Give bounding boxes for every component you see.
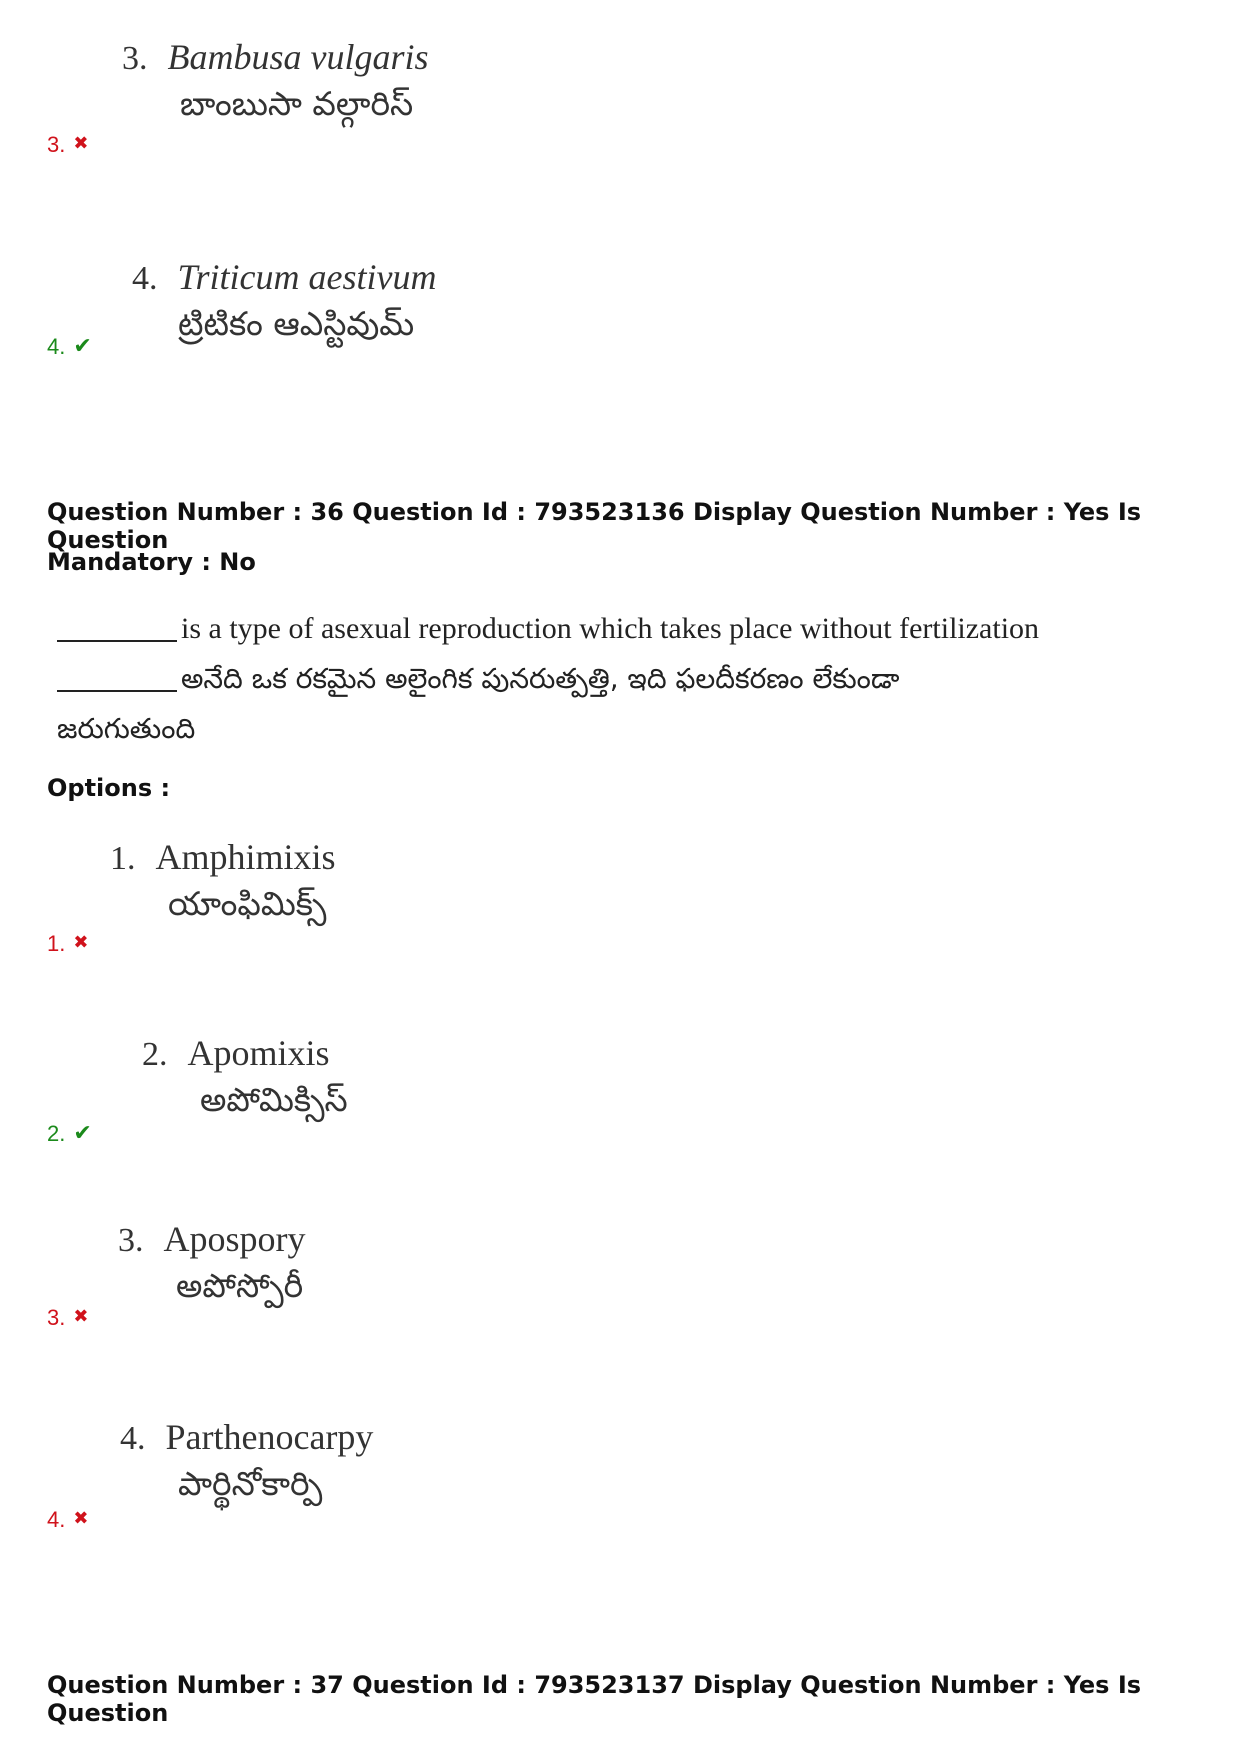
answer-blank bbox=[57, 668, 177, 692]
option-english: Amphimixis bbox=[155, 837, 336, 877]
option-english: Parthenocarpy bbox=[165, 1417, 374, 1457]
option-telugu: అపోమిక్సిస్ bbox=[200, 1080, 348, 1119]
q36-option-2-marker bbox=[47, 1120, 92, 1147]
option-english: Triticum aestivum bbox=[177, 257, 437, 297]
q36-option-4-marker bbox=[47, 1507, 88, 1533]
q36-option-3-image bbox=[118, 1218, 306, 1313]
cross-icon: ✖ bbox=[73, 932, 89, 952]
question-english-text: is a type of asexual reproduction which takes place without fertilization bbox=[181, 612, 1040, 645]
prev-option-3-marker bbox=[47, 132, 88, 158]
marker-number: 4. bbox=[47, 334, 66, 359]
option-number: 3. bbox=[118, 1222, 144, 1259]
question-36-mandatory: Mandatory : No bbox=[47, 548, 256, 576]
question-36-meta: Question Number : 36 Question Id : 793523136 Display Question Number : Yes Is Question bbox=[47, 498, 1142, 554]
option-english: Bambusa vulgaris bbox=[167, 37, 429, 77]
prev-option-3-image bbox=[122, 36, 429, 131]
options-label: Options : bbox=[47, 774, 171, 802]
question-telugu-line-2: జరుగుతుంది bbox=[57, 712, 196, 745]
prev-option-4-marker bbox=[47, 333, 92, 360]
q36-option-4-image bbox=[120, 1416, 373, 1511]
option-telugu: బాంబుసా వల్గారిస్ bbox=[180, 84, 414, 123]
option-telugu: అపోస్పోరీ bbox=[176, 1266, 304, 1305]
prev-option-4-image bbox=[132, 256, 437, 351]
marker-number: 4. bbox=[47, 1507, 66, 1532]
marker-number: 1. bbox=[47, 931, 66, 956]
q36-option-1-marker bbox=[47, 931, 88, 957]
question-telugu-text: అనేది ఒక రకమైన అలైంగిక పునరుత్పత్తి, ఇది ఫలదీకరణం లేకుండా bbox=[181, 662, 900, 695]
check-icon: ✔ bbox=[73, 333, 92, 358]
check-icon: ✔ bbox=[73, 1120, 92, 1145]
option-english: Apomixis bbox=[187, 1033, 330, 1073]
question-36-text bbox=[57, 604, 1040, 754]
marker-number: 3. bbox=[47, 132, 66, 157]
marker-number: 2. bbox=[47, 1121, 66, 1146]
question-telugu-line bbox=[57, 654, 957, 704]
question-37-meta: Question Number : 37 Question Id : 793523137 Display Question Number : Yes Is Question bbox=[47, 1671, 1142, 1727]
option-number: 1. bbox=[110, 840, 136, 877]
option-number: 3. bbox=[122, 40, 148, 77]
answer-blank bbox=[57, 618, 177, 642]
marker-number: 3. bbox=[47, 1305, 66, 1330]
q36-option-1-image bbox=[110, 836, 336, 931]
option-number: 4. bbox=[120, 1420, 146, 1457]
question-english-line bbox=[57, 604, 1040, 654]
q36-option-2-image bbox=[142, 1032, 348, 1127]
option-english: Apospory bbox=[163, 1219, 306, 1259]
option-telugu: పార్థినోకార్పి bbox=[178, 1464, 323, 1503]
cross-icon: ✖ bbox=[73, 1508, 89, 1528]
option-telugu: యాంఫిమిక్స్ bbox=[168, 884, 327, 923]
q36-option-3-marker bbox=[47, 1305, 88, 1331]
cross-icon: ✖ bbox=[73, 1306, 89, 1326]
option-number: 2. bbox=[142, 1036, 168, 1073]
cross-icon: ✖ bbox=[73, 133, 89, 153]
option-number: 4. bbox=[132, 260, 158, 297]
option-telugu: ట్రిటికం ఆఎస్టివుమ్ bbox=[178, 304, 415, 343]
